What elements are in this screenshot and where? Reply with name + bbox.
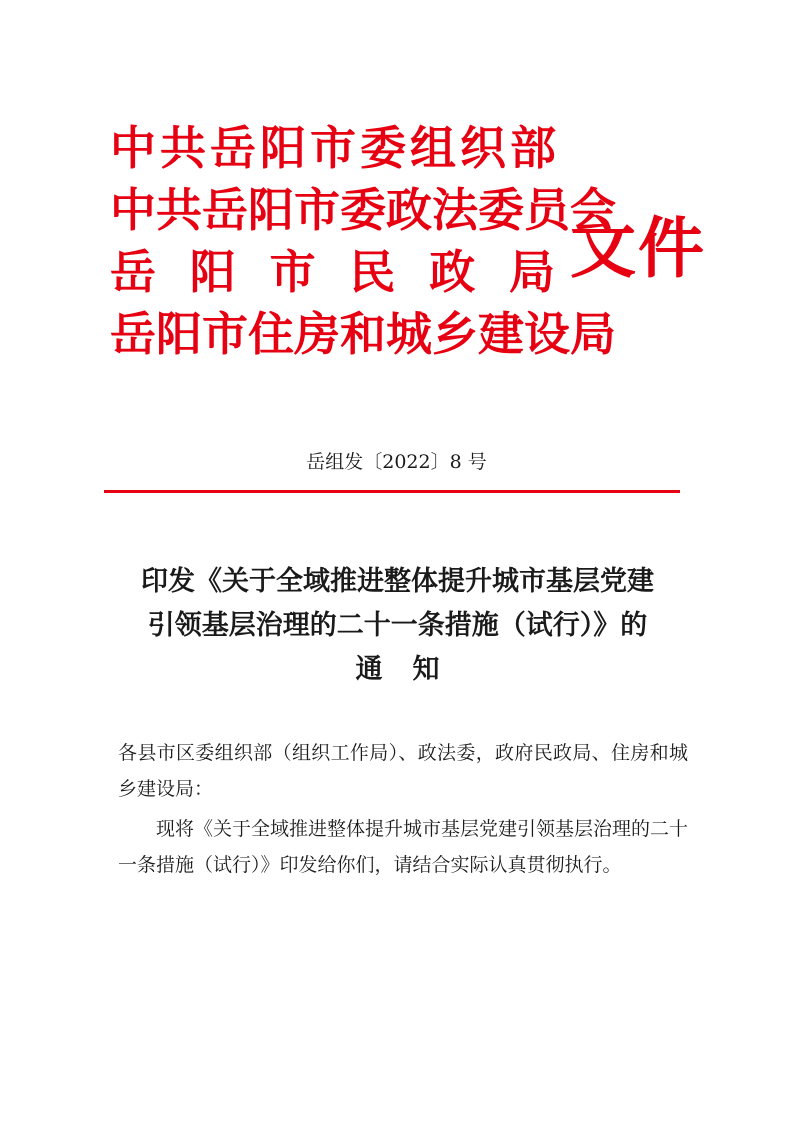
- document-number: 岳组发〔2022〕8 号: [306, 451, 487, 473]
- org-char: 局: [508, 245, 555, 299]
- org-line-housing-bureau: 岳阳市住房和城乡建设局: [110, 307, 616, 361]
- red-divider-line: [104, 490, 680, 493]
- title-line: 通知: [355, 654, 470, 685]
- org-char: 政: [429, 245, 476, 299]
- document-title: [110, 560, 685, 692]
- org-line-civil-affairs-bureau: [110, 244, 555, 300]
- issuing-organizations-header: [110, 120, 706, 380]
- title-line: 引领基层治理的二十一条措施（试行）》的: [147, 610, 648, 641]
- body-paragraph: 现将《关于全域推进整体提升城市基层党建引领基层治理的二十一条措施（试行）》印发给你们，请结合实际认真贯彻执行。: [118, 818, 689, 876]
- org-line-organization-dept: 中共岳阳市委组织部: [110, 121, 560, 175]
- org-char: 岳: [110, 245, 156, 299]
- org-char: 市: [269, 245, 316, 299]
- org-char: 阳: [189, 245, 236, 299]
- doc-type-label: 文件: [570, 209, 706, 287]
- document-body: [118, 735, 688, 883]
- org-char: 民: [349, 245, 396, 299]
- title-line: 印发《关于全域推进整体提升城市基层党建: [141, 566, 654, 597]
- salutation: 各县市区委组织部（组织工作局）、政法委，政府民政局、住房和城乡建设局：: [118, 742, 688, 800]
- org-line-politics-law-committee: 中共岳阳市委政法委员会: [110, 183, 616, 237]
